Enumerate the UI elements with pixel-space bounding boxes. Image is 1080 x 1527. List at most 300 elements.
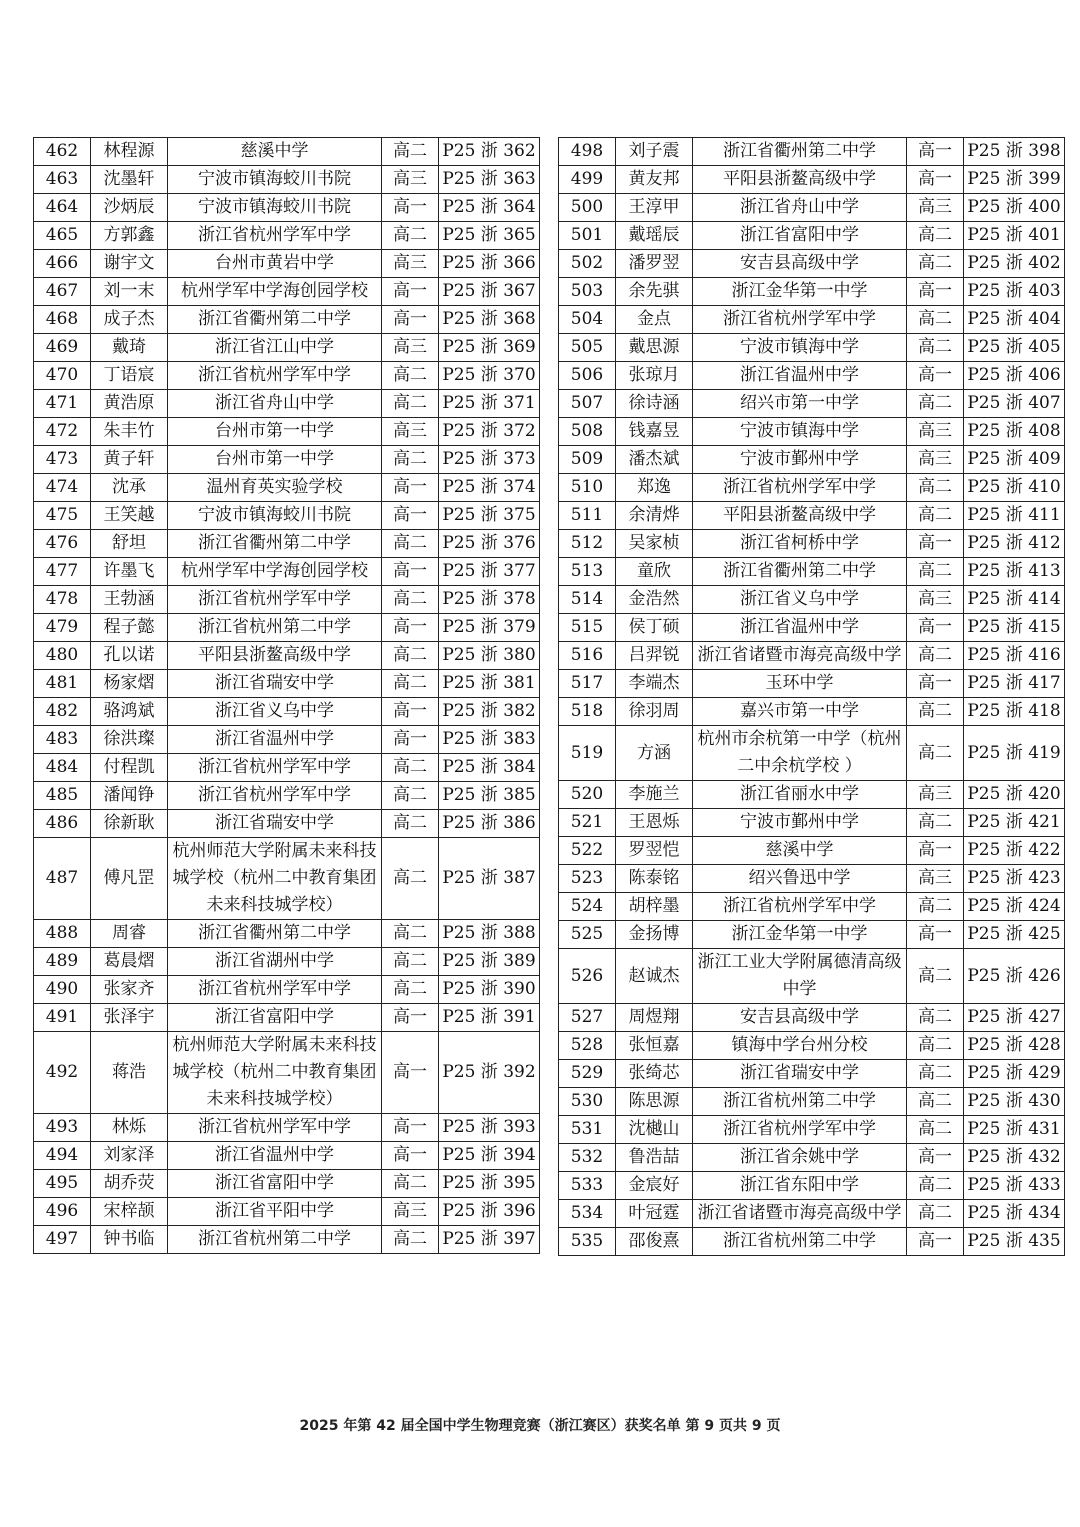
number-cell: 525	[559, 921, 616, 949]
number-cell: 468	[34, 306, 91, 334]
number-cell: 523	[559, 865, 616, 893]
grade-cell: 高二	[382, 920, 439, 948]
name-cell: 童欣	[616, 558, 693, 586]
school-cell: 浙江省舟山中学	[168, 390, 382, 418]
number-cell: 503	[559, 278, 616, 306]
number-cell: 519	[559, 726, 616, 781]
award-code-cell: P25 浙 390	[439, 976, 540, 1004]
award-code-cell: P25 浙 408	[964, 418, 1065, 446]
table-row	[559, 558, 1065, 586]
name-cell: 沈墨轩	[91, 166, 168, 194]
number-cell: 466	[34, 250, 91, 278]
name-cell: 罗翌恺	[616, 837, 693, 865]
award-code-cell: P25 浙 423	[964, 865, 1065, 893]
number-cell: 505	[559, 334, 616, 362]
name-cell: 吕羿锐	[616, 642, 693, 670]
grade-cell: 高一	[382, 474, 439, 502]
award-code-cell: P25 浙 382	[439, 698, 540, 726]
school-cell: 浙江省杭州学军中学	[168, 754, 382, 782]
table-row	[559, 1144, 1065, 1172]
table-row	[559, 865, 1065, 893]
number-cell: 462	[34, 138, 91, 166]
name-cell: 钟书临	[91, 1226, 168, 1254]
page-footer: 2025 年第 42 届全国中学生物理竞赛（浙江赛区）获奖名单 第 9 页共 9 页	[299, 1418, 781, 1434]
number-cell: 465	[34, 222, 91, 250]
grade-cell: 高三	[382, 1198, 439, 1226]
number-cell: 467	[34, 278, 91, 306]
table-row	[559, 1060, 1065, 1088]
name-cell: 李端杰	[616, 670, 693, 698]
award-code-cell: P25 浙 414	[964, 586, 1065, 614]
name-cell: 戴瑶辰	[616, 222, 693, 250]
table-row	[34, 334, 540, 362]
grade-cell: 高三	[382, 418, 439, 446]
award-code-cell: P25 浙 424	[964, 893, 1065, 921]
award-code-cell: P25 浙 363	[439, 166, 540, 194]
table-row	[34, 1114, 540, 1142]
table-row	[34, 838, 540, 920]
award-code-cell: P25 浙 417	[964, 670, 1065, 698]
table-row	[559, 949, 1065, 1004]
name-cell: 刘子震	[616, 138, 693, 166]
award-code-cell: P25 浙 368	[439, 306, 540, 334]
table-row	[559, 474, 1065, 502]
grade-cell: 高二	[382, 1170, 439, 1198]
name-cell: 孔以诺	[91, 642, 168, 670]
award-code-cell: P25 浙 434	[964, 1200, 1065, 1228]
table-row	[34, 810, 540, 838]
name-cell: 黄子轩	[91, 446, 168, 474]
grade-cell: 高三	[382, 250, 439, 278]
grade-cell: 高一	[382, 1004, 439, 1032]
number-cell: 470	[34, 362, 91, 390]
school-cell: 浙江省东阳中学	[693, 1172, 907, 1200]
number-cell: 507	[559, 390, 616, 418]
school-cell: 宁波市鄞州中学	[693, 809, 907, 837]
grade-cell: 高三	[382, 166, 439, 194]
award-code-cell: P25 浙 381	[439, 670, 540, 698]
school-cell: 宁波市镇海中学	[693, 334, 907, 362]
award-code-cell: P25 浙 372	[439, 418, 540, 446]
grade-cell: 高二	[382, 1226, 439, 1254]
school-cell: 平阳县浙鳌高级中学	[168, 642, 382, 670]
name-cell: 叶冠霆	[616, 1200, 693, 1228]
award-code-cell: P25 浙 383	[439, 726, 540, 754]
grade-cell: 高二	[907, 502, 964, 530]
school-cell: 杭州学军中学海创园学校	[168, 558, 382, 586]
number-cell: 509	[559, 446, 616, 474]
award-code-cell: P25 浙 371	[439, 390, 540, 418]
table-row	[34, 1226, 540, 1254]
name-cell: 张泽宇	[91, 1004, 168, 1032]
award-code-cell: P25 浙 420	[964, 781, 1065, 809]
award-code-cell: P25 浙 419	[964, 726, 1065, 781]
award-code-cell: P25 浙 409	[964, 446, 1065, 474]
grade-cell: 高一	[907, 1144, 964, 1172]
name-cell: 刘一末	[91, 278, 168, 306]
table-row	[559, 222, 1065, 250]
number-cell: 478	[34, 586, 91, 614]
table-row	[34, 502, 540, 530]
table-row	[559, 726, 1065, 781]
award-code-cell: P25 浙 406	[964, 362, 1065, 390]
award-code-cell: P25 浙 393	[439, 1114, 540, 1142]
name-cell: 侯丁硕	[616, 614, 693, 642]
name-cell: 宋梓颉	[91, 1198, 168, 1226]
grade-cell: 高一	[382, 1142, 439, 1170]
grade-cell: 高三	[907, 865, 964, 893]
school-cell: 宁波市镇海蛟川书院	[168, 166, 382, 194]
school-cell: 浙江省衢州第二中学	[693, 138, 907, 166]
table-row	[559, 278, 1065, 306]
award-code-cell: P25 浙 428	[964, 1032, 1065, 1060]
number-cell: 516	[559, 642, 616, 670]
grade-cell: 高二	[907, 642, 964, 670]
award-code-cell: P25 浙 404	[964, 306, 1065, 334]
name-cell: 王勃涵	[91, 586, 168, 614]
award-code-cell: P25 浙 421	[964, 809, 1065, 837]
school-cell: 绍兴市第一中学	[693, 390, 907, 418]
number-cell: 489	[34, 948, 91, 976]
school-cell: 平阳县浙鳌高级中学	[693, 166, 907, 194]
grade-cell: 高一	[907, 362, 964, 390]
name-cell: 葛晨熠	[91, 948, 168, 976]
grade-cell: 高二	[907, 250, 964, 278]
name-cell: 方郭鑫	[91, 222, 168, 250]
award-code-cell: P25 浙 386	[439, 810, 540, 838]
award-code-cell: P25 浙 394	[439, 1142, 540, 1170]
number-cell: 474	[34, 474, 91, 502]
grade-cell: 高二	[907, 1116, 964, 1144]
table-row	[34, 920, 540, 948]
name-cell: 徐洪璨	[91, 726, 168, 754]
table-row	[559, 362, 1065, 390]
table-row	[559, 586, 1065, 614]
number-cell: 495	[34, 1170, 91, 1198]
school-cell: 浙江省杭州第二中学	[693, 1088, 907, 1116]
table-row	[559, 530, 1065, 558]
grade-cell: 高二	[907, 1004, 964, 1032]
number-cell: 488	[34, 920, 91, 948]
name-cell: 张琼月	[616, 362, 693, 390]
school-cell: 玉环中学	[693, 670, 907, 698]
grade-cell: 高二	[382, 390, 439, 418]
table-row	[34, 1198, 540, 1226]
table-row	[559, 642, 1065, 670]
award-code-cell: P25 浙 395	[439, 1170, 540, 1198]
grade-cell: 高二	[907, 949, 964, 1004]
number-cell: 517	[559, 670, 616, 698]
award-code-cell: P25 浙 367	[439, 278, 540, 306]
table-row	[34, 1032, 540, 1114]
table-row	[34, 1142, 540, 1170]
name-cell: 金宸好	[616, 1172, 693, 1200]
school-cell: 浙江省杭州学军中学	[168, 222, 382, 250]
grade-cell: 高二	[907, 306, 964, 334]
school-cell: 浙江金华第一中学	[693, 278, 907, 306]
school-cell: 浙江省湖州中学	[168, 948, 382, 976]
grade-cell: 高一	[907, 921, 964, 949]
table-row	[34, 726, 540, 754]
school-cell: 杭州学军中学海创园学校	[168, 278, 382, 306]
school-cell: 浙江省瑞安中学	[168, 670, 382, 698]
name-cell: 郑逸	[616, 474, 693, 502]
table-row	[34, 362, 540, 390]
school-cell: 安吉县高级中学	[693, 1004, 907, 1032]
name-cell: 张家齐	[91, 976, 168, 1004]
school-cell: 台州市黄岩中学	[168, 250, 382, 278]
name-cell: 陈思源	[616, 1088, 693, 1116]
school-cell: 浙江省杭州学军中学	[693, 306, 907, 334]
number-cell: 535	[559, 1228, 616, 1256]
table-row	[559, 446, 1065, 474]
award-code-cell: P25 浙 410	[964, 474, 1065, 502]
table-row	[559, 698, 1065, 726]
number-cell: 504	[559, 306, 616, 334]
table-row	[34, 558, 540, 586]
table-row	[34, 390, 540, 418]
name-cell: 潘罗翌	[616, 250, 693, 278]
number-cell: 490	[34, 976, 91, 1004]
name-cell: 李施兰	[616, 781, 693, 809]
school-cell: 浙江省杭州学军中学	[168, 976, 382, 1004]
table-row	[34, 754, 540, 782]
award-code-cell: P25 浙 385	[439, 782, 540, 810]
number-cell: 469	[34, 334, 91, 362]
grade-cell: 高二	[907, 726, 964, 781]
name-cell: 吴家桢	[616, 530, 693, 558]
name-cell: 付程凯	[91, 754, 168, 782]
award-code-cell: P25 浙 401	[964, 222, 1065, 250]
school-cell: 浙江省富阳中学	[168, 1004, 382, 1032]
table-row	[34, 306, 540, 334]
grade-cell: 高一	[382, 698, 439, 726]
name-cell: 许墨飞	[91, 558, 168, 586]
table-row	[559, 1088, 1065, 1116]
number-cell: 498	[559, 138, 616, 166]
award-code-cell: P25 浙 370	[439, 362, 540, 390]
grade-cell: 高三	[907, 194, 964, 222]
award-table-right	[558, 137, 1065, 1256]
table-row	[34, 194, 540, 222]
name-cell: 王淳甲	[616, 194, 693, 222]
award-code-cell: P25 浙 407	[964, 390, 1065, 418]
table-row	[34, 474, 540, 502]
name-cell: 林烁	[91, 1114, 168, 1142]
award-code-cell: P25 浙 384	[439, 754, 540, 782]
award-code-cell: P25 浙 379	[439, 614, 540, 642]
grade-cell: 高二	[382, 530, 439, 558]
grade-cell: 高二	[907, 474, 964, 502]
number-cell: 491	[34, 1004, 91, 1032]
award-code-cell: P25 浙 422	[964, 837, 1065, 865]
award-code-cell: P25 浙 435	[964, 1228, 1065, 1256]
table-row	[559, 809, 1065, 837]
table-row	[559, 1004, 1065, 1032]
school-cell: 浙江省余姚中学	[693, 1144, 907, 1172]
number-cell: 531	[559, 1116, 616, 1144]
school-cell: 绍兴鲁迅中学	[693, 865, 907, 893]
number-cell: 512	[559, 530, 616, 558]
school-cell: 浙江省温州中学	[168, 1142, 382, 1170]
table-row	[559, 921, 1065, 949]
grade-cell: 高二	[907, 809, 964, 837]
school-cell: 浙江省富阳中学	[168, 1170, 382, 1198]
name-cell: 徐羽周	[616, 698, 693, 726]
award-code-cell: P25 浙 418	[964, 698, 1065, 726]
number-cell: 528	[559, 1032, 616, 1060]
table-row	[34, 166, 540, 194]
award-code-cell: P25 浙 405	[964, 334, 1065, 362]
table-row	[34, 670, 540, 698]
number-cell: 494	[34, 1142, 91, 1170]
table-row	[559, 1228, 1065, 1256]
table-row	[34, 642, 540, 670]
grade-cell: 高二	[382, 754, 439, 782]
table-row	[34, 278, 540, 306]
name-cell: 张绮芯	[616, 1060, 693, 1088]
table-row	[559, 502, 1065, 530]
award-code-cell: P25 浙 429	[964, 1060, 1065, 1088]
table-row	[559, 670, 1065, 698]
number-cell: 534	[559, 1200, 616, 1228]
grade-cell: 高二	[382, 642, 439, 670]
number-cell: 510	[559, 474, 616, 502]
name-cell: 赵诚杰	[616, 949, 693, 1004]
table-row	[34, 1170, 540, 1198]
award-code-cell: P25 浙 400	[964, 194, 1065, 222]
grade-cell: 高一	[907, 278, 964, 306]
name-cell: 余先骐	[616, 278, 693, 306]
number-cell: 463	[34, 166, 91, 194]
table-row	[559, 1172, 1065, 1200]
school-cell: 浙江省杭州学军中学	[168, 782, 382, 810]
table-row	[34, 446, 540, 474]
name-cell: 鲁浩喆	[616, 1144, 693, 1172]
number-cell: 485	[34, 782, 91, 810]
name-cell: 余清烨	[616, 502, 693, 530]
grade-cell: 高二	[907, 1172, 964, 1200]
school-cell: 温州育英实验学校	[168, 474, 382, 502]
award-code-cell: P25 浙 412	[964, 530, 1065, 558]
name-cell: 林程源	[91, 138, 168, 166]
table-row	[34, 948, 540, 976]
grade-cell: 高二	[907, 334, 964, 362]
school-cell: 浙江省杭州第二中学	[168, 1226, 382, 1254]
number-cell: 520	[559, 781, 616, 809]
number-cell: 502	[559, 250, 616, 278]
number-cell: 482	[34, 698, 91, 726]
school-cell: 浙江省诸暨市海亮高级中学	[693, 1200, 907, 1228]
table-row	[559, 1200, 1065, 1228]
number-cell: 480	[34, 642, 91, 670]
school-cell: 慈溪中学	[693, 837, 907, 865]
number-cell: 506	[559, 362, 616, 390]
number-cell: 533	[559, 1172, 616, 1200]
award-code-cell: P25 浙 364	[439, 194, 540, 222]
award-code-cell: P25 浙 427	[964, 1004, 1065, 1032]
award-code-cell: P25 浙 380	[439, 642, 540, 670]
name-cell: 舒坦	[91, 530, 168, 558]
number-cell: 473	[34, 446, 91, 474]
award-code-cell: P25 浙 374	[439, 474, 540, 502]
table-row	[34, 222, 540, 250]
number-cell: 476	[34, 530, 91, 558]
award-code-cell: P25 浙 373	[439, 446, 540, 474]
table-row	[559, 334, 1065, 362]
award-code-cell: P25 浙 411	[964, 502, 1065, 530]
award-code-cell: P25 浙 433	[964, 1172, 1065, 1200]
number-cell: 522	[559, 837, 616, 865]
award-code-cell: P25 浙 366	[439, 250, 540, 278]
table-row	[559, 166, 1065, 194]
number-cell: 477	[34, 558, 91, 586]
grade-cell: 高二	[907, 558, 964, 586]
name-cell: 潘闻铮	[91, 782, 168, 810]
grade-cell: 高一	[907, 614, 964, 642]
school-cell: 浙江省衢州第二中学	[693, 558, 907, 586]
grade-cell: 高二	[382, 586, 439, 614]
table-row	[34, 418, 540, 446]
grade-cell: 高一	[907, 166, 964, 194]
award-code-cell: P25 浙 430	[964, 1088, 1065, 1116]
name-cell: 方涵	[616, 726, 693, 781]
school-cell: 宁波市镇海蛟川书院	[168, 194, 382, 222]
name-cell: 邵俊熹	[616, 1228, 693, 1256]
school-cell: 镇海中学台州分校	[693, 1032, 907, 1060]
number-cell: 479	[34, 614, 91, 642]
grade-cell: 高二	[382, 670, 439, 698]
school-cell: 杭州师范大学附属未来科技城学校（杭州二中教育集团未来科技城学校）	[168, 838, 382, 920]
award-code-cell: P25 浙 425	[964, 921, 1065, 949]
number-cell: 499	[559, 166, 616, 194]
grade-cell: 高一	[382, 614, 439, 642]
table-row	[559, 837, 1065, 865]
school-cell: 台州市第一中学	[168, 418, 382, 446]
grade-cell: 高三	[907, 418, 964, 446]
name-cell: 戴思源	[616, 334, 693, 362]
school-cell: 浙江省义乌中学	[168, 698, 382, 726]
table-row	[34, 530, 540, 558]
number-cell: 484	[34, 754, 91, 782]
name-cell: 金扬博	[616, 921, 693, 949]
number-cell: 497	[34, 1226, 91, 1254]
table-row	[559, 781, 1065, 809]
grade-cell: 高二	[907, 893, 964, 921]
name-cell: 戴琦	[91, 334, 168, 362]
table-row	[34, 614, 540, 642]
name-cell: 骆鸿斌	[91, 698, 168, 726]
award-code-cell: P25 浙 416	[964, 642, 1065, 670]
grade-cell: 高二	[907, 1060, 964, 1088]
school-cell: 浙江省杭州学军中学	[693, 893, 907, 921]
award-code-cell: P25 浙 399	[964, 166, 1065, 194]
award-code-cell: P25 浙 398	[964, 138, 1065, 166]
grade-cell: 高一	[907, 837, 964, 865]
number-cell: 511	[559, 502, 616, 530]
award-table-left	[33, 137, 540, 1254]
name-cell: 胡梓墨	[616, 893, 693, 921]
school-cell: 浙江省杭州学军中学	[693, 1116, 907, 1144]
table-row	[559, 1116, 1065, 1144]
name-cell: 徐诗涵	[616, 390, 693, 418]
grade-cell: 高一	[382, 726, 439, 754]
award-code-cell: P25 浙 415	[964, 614, 1065, 642]
award-code-cell: P25 浙 369	[439, 334, 540, 362]
number-cell: 508	[559, 418, 616, 446]
school-cell: 浙江省富阳中学	[693, 222, 907, 250]
grade-cell: 高二	[382, 362, 439, 390]
